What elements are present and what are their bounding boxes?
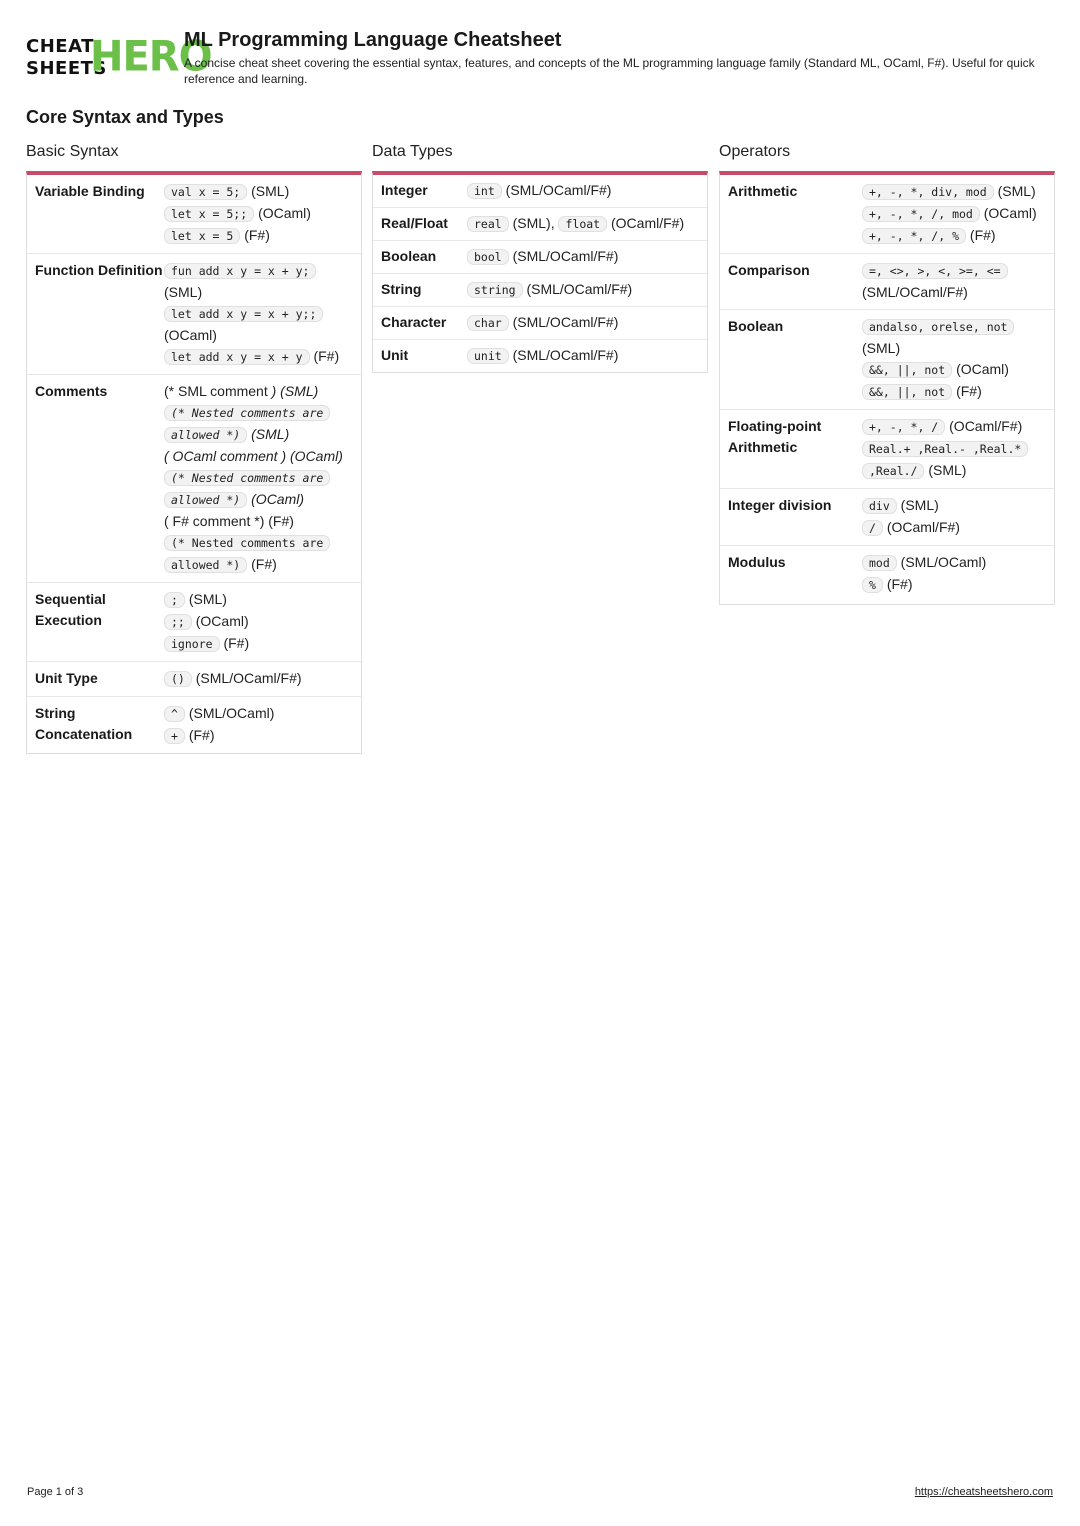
code-snippet: Real.+ ,Real.- ,Real.*	[862, 441, 1028, 457]
code-snippet: andalso, orelse, not	[862, 319, 1014, 335]
row-label: Integer division	[728, 497, 832, 513]
table-row	[720, 310, 1054, 410]
table-row	[373, 340, 707, 372]
code-snippet: bool	[467, 249, 509, 265]
code-snippet: let add x y = x + y;;	[164, 306, 323, 322]
code-snippet: real	[467, 216, 509, 232]
row-value: ^ (SML/OCaml) + (F#)	[164, 703, 274, 747]
operators-column	[719, 141, 1055, 605]
section-title: Core Syntax and Types	[26, 107, 224, 127]
code-snippet: let x = 5	[164, 228, 240, 244]
code-snippet: allowed *)	[164, 557, 247, 573]
code-snippet: /	[862, 520, 883, 536]
code-snippet: unit	[467, 348, 509, 364]
row-label: Unit	[381, 347, 409, 363]
row-label: Boolean	[381, 248, 437, 264]
row-label: String Concatenation	[35, 705, 133, 742]
code-snippet: ;;	[164, 614, 192, 630]
logo-text: CHEAT SHEETS	[26, 36, 107, 79]
row-label: Comparison	[728, 262, 810, 278]
code-snippet: let x = 5;;	[164, 206, 254, 222]
logo-hero-text: HERO	[90, 32, 212, 82]
row-value: ; (SML) ;; (OCaml) ignore (F#)	[164, 589, 249, 655]
code-snippet: ,Real./	[862, 463, 924, 479]
code-snippet: &&, ||, not	[862, 384, 952, 400]
row-label: Character	[381, 314, 447, 330]
code-snippet: char	[467, 315, 509, 331]
code-snippet: int	[467, 183, 502, 199]
table-row	[720, 175, 1054, 254]
table-row	[373, 208, 707, 241]
row-value: val x = 5; (SML) let x = 5;; (OCaml) let x = 5 (F#)	[164, 181, 311, 247]
code-snippet: allowed *)	[164, 427, 247, 443]
row-label: Comments	[35, 383, 108, 399]
row-value: real (SML), float (OCaml/F#)	[467, 213, 684, 235]
code-snippet: ;	[164, 592, 185, 608]
code-snippet: &&, ||, not	[862, 362, 952, 378]
code-snippet: (* Nested comments are	[164, 405, 330, 421]
code-snippet: +, -, *, div, mod	[862, 184, 994, 200]
code-snippet: ^	[164, 706, 185, 722]
operators-table	[719, 171, 1055, 605]
row-value: +, -, *, div, mod (SML) +, -, *, /, mod (OCaml) +, -, *, /, % (F#)	[862, 181, 1037, 247]
table-row	[27, 697, 361, 753]
code-snippet: %	[862, 577, 883, 593]
row-value: bool (SML/OCaml/F#)	[467, 246, 618, 268]
code-snippet: (* Nested comments are	[164, 535, 330, 551]
page-number: Page 1 of 3	[27, 1486, 84, 1498]
basic-syntax-column	[26, 141, 362, 754]
row-value: unit (SML/OCaml/F#)	[467, 345, 618, 367]
row-label: Arithmetic	[728, 183, 798, 199]
row-label: Unit Type	[35, 670, 98, 686]
row-label: String	[381, 281, 422, 297]
table-row	[720, 489, 1054, 546]
page-description: A concise cheat sheet covering the essential syntax, features, and concepts of the ML programming language family (Standard ML, OCaml, F#). Useful for quick reference and learning.	[184, 56, 1035, 86]
row-value: char (SML/OCaml/F#)	[467, 312, 618, 334]
row-value: =, <>, >, <, >=, <= (SML/OCaml/F#)	[862, 260, 1008, 303]
operators-title: Operators	[719, 143, 791, 160]
table-row	[373, 274, 707, 307]
row-label: Variable Binding	[35, 183, 145, 199]
cheatsheets-hero-logo[interactable]	[26, 32, 212, 82]
code-snippet: fun add x y = x + y;	[164, 263, 316, 279]
table-row	[27, 175, 361, 254]
table-row	[373, 307, 707, 340]
code-snippet: +, -, *, /, %	[862, 228, 966, 244]
table-row	[27, 375, 361, 583]
code-snippet: +	[164, 728, 185, 744]
table-row	[27, 662, 361, 697]
code-snippet: (* Nested comments are	[164, 470, 330, 486]
row-label: Boolean	[728, 318, 784, 334]
row-label: Function Definition	[35, 262, 163, 278]
table-row	[27, 254, 361, 375]
row-value: () (SML/OCaml/F#)	[164, 668, 302, 690]
basic-syntax-table	[26, 171, 362, 754]
code-snippet: allowed *)	[164, 492, 247, 508]
row-value: fun add x y = x + y; (SML) let add x y = x + y;; (OCaml) let add x y = x + y (F#)	[164, 264, 340, 364]
code-snippet: ()	[164, 671, 192, 687]
code-snippet: let add x y = x + y	[164, 349, 310, 365]
code-snippet: ignore	[164, 636, 220, 652]
site-link[interactable]: https://cheatsheetshero.com	[914, 1486, 1053, 1498]
code-snippet: mod	[862, 555, 897, 571]
table-row	[720, 410, 1054, 489]
row-value: +, -, *, / (OCaml/F#) Real.+ ,Real.- ,Real.* ,Real./ (SML)	[862, 416, 1028, 482]
row-label: Modulus	[728, 554, 786, 570]
code-snippet: string	[467, 282, 523, 298]
row-value: string (SML/OCaml/F#)	[467, 279, 632, 301]
data-types-column	[372, 141, 708, 373]
data-types-table	[372, 171, 708, 373]
row-value: mod (SML/OCaml) % (F#)	[862, 552, 986, 596]
table-row	[720, 254, 1054, 310]
data-types-title: Data Types	[372, 143, 453, 160]
page-title: ML Programming Language Cheatsheet	[184, 29, 562, 51]
row-value: div (SML) / (OCaml/F#)	[862, 495, 960, 539]
row-label: Integer	[381, 182, 428, 198]
row-label: Sequential Execution	[35, 591, 106, 628]
table-row	[27, 583, 361, 662]
row-value: (* SML comment ) (SML) (* Nested comments are allowed *) (SML) ( OCaml comment ) (OCaml) (* Nested comments are allowed *) (OCaml) ( F# comment *) (F#) (* Nested comments are allowed *) (F#)	[164, 383, 343, 572]
row-label: Real/Float	[381, 215, 448, 231]
row-value: andalso, orelse, not (SML) &&, ||, not (OCaml) &&, ||, not (F#)	[862, 316, 1014, 403]
code-snippet: val x = 5;	[164, 184, 247, 200]
table-row	[720, 546, 1054, 604]
basic-syntax-title: Basic Syntax	[26, 143, 119, 160]
code-snippet: +, -, *, /	[862, 419, 945, 435]
code-snippet: div	[862, 498, 897, 514]
table-row	[373, 241, 707, 274]
code-snippet: =, <>, >, <, >=, <=	[862, 263, 1008, 279]
row-value: int (SML/OCaml/F#)	[467, 180, 611, 202]
code-snippet: +, -, *, /, mod	[862, 206, 980, 222]
row-label: Floating-point Arithmetic	[728, 418, 822, 455]
table-row	[373, 175, 707, 208]
code-snippet: float	[558, 216, 607, 232]
